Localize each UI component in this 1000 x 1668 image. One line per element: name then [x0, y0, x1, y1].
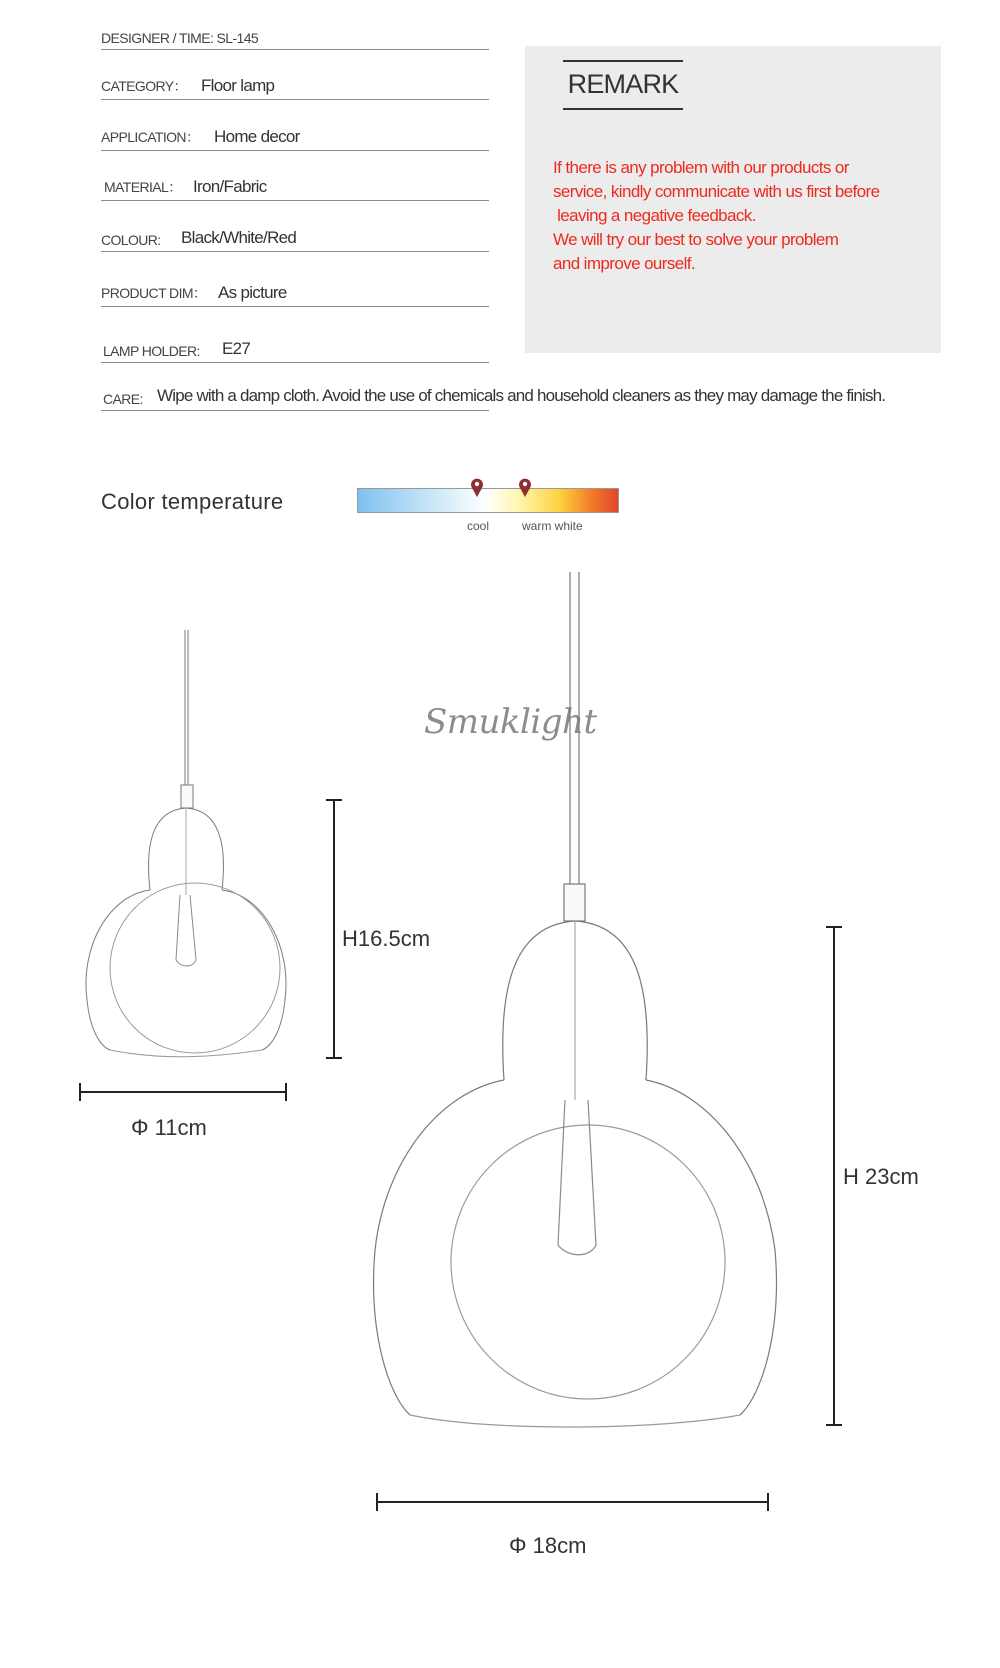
spec-row-category [101, 73, 489, 100]
spec-label-care: CARE: [103, 391, 143, 407]
spec-row-product-dim [101, 280, 489, 307]
remark-title: REMARK [563, 60, 683, 110]
ct-label-cool: cool [467, 519, 490, 533]
remark-line: leaving a negative feedback. [553, 206, 756, 225]
brand-logo: Smuklight [424, 702, 597, 742]
spec-label-material: MATERIAL： [104, 179, 182, 195]
care-text: Wipe with a damp cloth. Avoid the use of chemicals and household cleaners as they may damage the finish. [157, 386, 886, 405]
large-height-label: H 23cm [843, 1164, 919, 1189]
remark-box [525, 46, 941, 353]
spec-row-material [101, 174, 489, 201]
spec-row-colour [101, 225, 489, 252]
spec-value-material: Iron/Fabric [193, 177, 267, 196]
spec-label-category: CATEGORY： [101, 78, 187, 94]
large-lamp-illustration [374, 572, 777, 1427]
remark-line: and improve ourself. [553, 254, 696, 273]
spec-value-product-dim: As picture [218, 283, 287, 302]
spec-row-lamp-holder [101, 336, 489, 363]
spec-row-designer [101, 23, 489, 50]
large-diameter-label: Φ 18cm [509, 1533, 587, 1558]
spec-label-product-dim: PRODUCT DIM： [101, 285, 207, 301]
spec-value-category: Floor lamp [201, 76, 275, 95]
spec-label-lamp-holder: LAMP HOLDER: [103, 343, 200, 359]
small-lamp-illustration [86, 630, 286, 1057]
small-diameter-label: Φ 11cm [131, 1115, 207, 1140]
spec-value-application: Home decor [214, 127, 300, 146]
ct-label-warm-white: warm white [522, 519, 583, 533]
small-height-label: H16.5cm [342, 926, 431, 951]
color-temperature-bar [357, 488, 619, 513]
remark-line: service, kindly communicate with us first before [553, 182, 880, 201]
large-height-dimension-line [826, 927, 842, 1425]
spec-value-colour: Black/White/Red [181, 228, 297, 247]
small-diameter-dimension-line [80, 1083, 286, 1101]
small-height-dimension-line [326, 800, 342, 1058]
remark-line: We will try our best to solve your problem [553, 230, 839, 249]
spec-label-designer: DESIGNER / TIME: SL-145 [101, 30, 259, 46]
spec-label-colour: COLOUR: [101, 232, 161, 248]
large-diameter-dimension-line [377, 1493, 768, 1511]
spec-label-application: APPLICATION： [101, 129, 200, 145]
color-temperature-title: Color temperature [101, 489, 284, 514]
spec-value-lamp-holder: E27 [222, 339, 251, 358]
spec-row-application [101, 124, 489, 151]
remark-line: If there is any problem with our products or [553, 158, 849, 177]
